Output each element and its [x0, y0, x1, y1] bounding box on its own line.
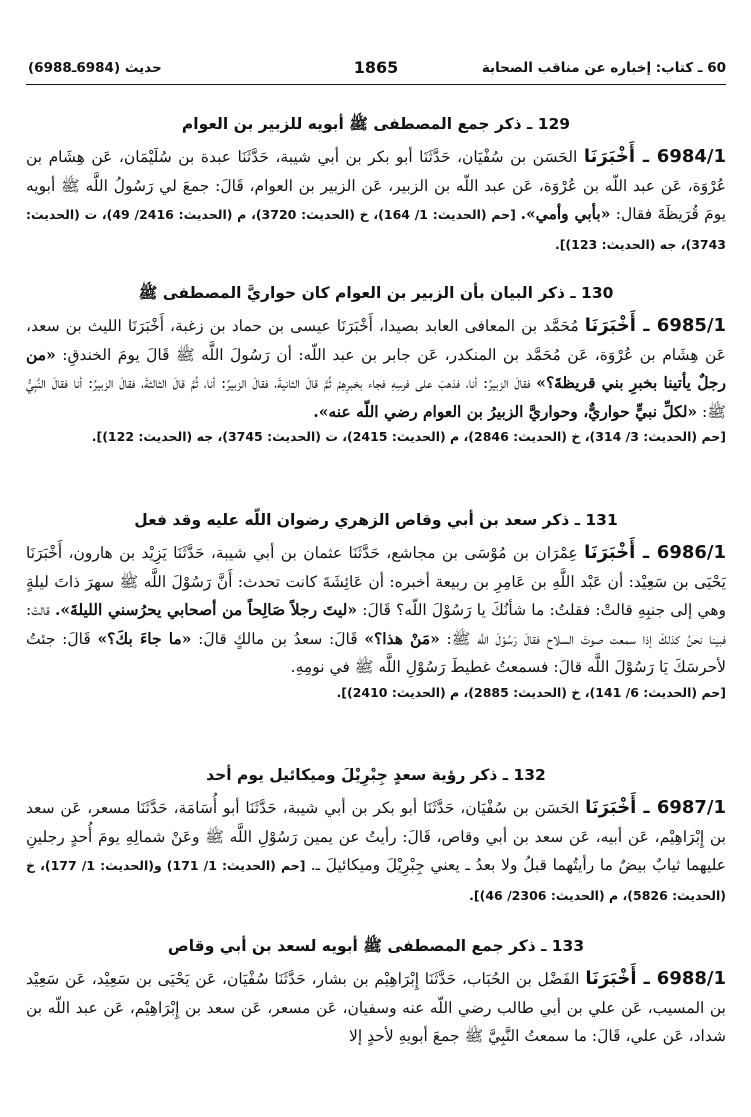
references: [حم (الحديث: 1/ 171) و(الحديث: 1/ 177)، خ (الحديث: 5826)، م (الحديث: 2306/ 46)]. [26, 858, 726, 903]
page [26, 0, 726, 1117]
hadith-6988 [26, 965, 726, 1051]
hadith-number: 6987/1 [656, 797, 727, 818]
hadith-lead: ـ أَخْبَرَنَا [584, 542, 657, 563]
hadith-lead: ـ أَخْبَرَنَا [583, 146, 657, 167]
hadith-number: 6984/1 [656, 146, 726, 167]
hadith-6987 [26, 794, 726, 910]
section-title: 131 ـ ذكر سعد بن أبي وقاص الزهري رضوان اللّه عليه وقد فعل [134, 511, 618, 529]
hadith-number: 6988/1 [656, 968, 726, 989]
chapter-title: 60 ـ كتاب: إخباره عن مناقب الصحابة [481, 60, 726, 76]
hadith-text: مُحَمَّد بن المعافى العابد بصيدا، أَخْبَرَنَا عيسى بن حماد بن زغبة، أَخْبَرَنَا الليث بن سعد، عَن هِشَام بن عُرْوَة، عَن مُحَمَّد بن المنكدر، عَن جابر بن عبد اللّه: أن رَسُولَ اللَّه ﷺ قَالَ يومَ الخندقِ: [26, 317, 726, 364]
running-header [26, 58, 726, 85]
section-133 [26, 935, 726, 1051]
section-title: 129 ـ ذكر جمع المصطفى ﷺ أبويه للزبير بن العوام [181, 115, 571, 133]
section-130 [26, 282, 726, 448]
references: [حم (الحديث: 1/ 164)، خ (الحديث: 3720)، م (الحديث: 2416/ 49)، ت (الحديث: 3743)، جه (الحديث: 123)]. [26, 207, 726, 252]
hadith-6986 [26, 539, 726, 682]
hadith-text-cont: فقالَ الزبيرُ: أنا، فذهبَ على فرسِهِ فجاء بخبرِهِمْ ثُمَّ قالَ الثانيةَ، فقالَ الزبيرُ: أنا، ثُمَّ قالَ الثالثةَ، فقالَ الزبيرُ: أنا فقالَ النَّبِيُّ ﷺ: [26, 374, 726, 421]
hadith-range: حديث (6984ـ6988) [28, 60, 162, 76]
prophet-quote: «بأبي وأمي». [520, 204, 611, 224]
page-number: 1865 [353, 58, 399, 77]
section-title: 132 ـ ذكر رؤية سعدٍ جِبْرِيْلَ وميكائيل يوم أحد [206, 766, 546, 784]
hadith-number: 6985/1 [656, 315, 726, 336]
prophet-quote: «مَنْ هذا؟» [364, 628, 440, 648]
hadith-lead: ـ أَخْبَرَنَا [585, 968, 657, 989]
hadith-lead: ـ أَخْبَرَنَا [585, 797, 657, 818]
prophet-quote: «لكلِّ نبيٍّ حواريٌّ، وحواريَّ الزبيرُ بن العوام رضي اللّه عنه». [313, 401, 698, 421]
hadith-number: 6986/1 [656, 542, 726, 563]
hadith-6985 [26, 312, 726, 426]
prophet-quote: «من رجلٌ يأتينا بخبرِ بني قريظةَ؟» [26, 344, 726, 393]
prophet-quote: «ليتَ رجلاً صَالِحاً من أصحابي يحرُسني الليلةَ». [54, 600, 358, 620]
hadith-text: الحَسَن بن سُفْيَان، حَدَّثَنَا أبو بكر بن أبي شيبة، حَدَّثَنَا عبدة بن سُلَيْمَان، عَن هِشَام بن عُرْوَة، عَن عبد اللّه بن عُرْوَة، عَن عبد اللّه بن الزبير، عَن الزبير بن العوام، قَالَ: جمعَ لي رَسُولُ اللَّه ﷺ أبويه يومَ قُرَيظَةَ فقال: [26, 148, 727, 224]
hadith-text-cont: قَالَ: جئتُ لأحرسَكَ يَا رَسُوْلَ اللَّه قالَ: فسمعتُ غطيطَ رَسُوْلِ اللَّه ﷺ في نومِهِ. [26, 629, 726, 677]
hadith-text: عِمْرَان بن مُوْسَى بن مجاشع، حَدَّثَنَا عثمان بن أبي شيبة، حَدَّثَنَا يَزِيْد بن هارون، أَخْبَرَنَا يَحْيَى بن سَعِيْد: أن عَبْد اللَّهِ بن عَامِرِ بن ربيعة أخبره: أن عَائِشَةَ كانت تحدث: أَنَّ رَسُوْلَ اللَّه ﷺ سهرَ ذاتَ ليلةٍ وهي إلى جنبِهِ قالتْ: فقلتُ: ما شأنُكَ يا رَسُوْلَ اللّه؟ قَالَ: [26, 544, 726, 620]
section-131 [26, 509, 726, 704]
section-title: 130 ـ ذكر البيان بأن الزبير بن العوام كان حواريَّ المصطفى ﷺ [138, 284, 614, 302]
section-132 [26, 764, 726, 910]
hadith-lead: ـ أَخْبَرَنَا [584, 315, 657, 336]
hadith-text: الحَسَن بن سُفْيَان، حَدَّثَنَا أبو بكر بن أبي شيبة، حَدَّثَنَا أبو أُسَامَة، حَدَّثَنَا مسعر، عَن سعد بن إِبْرَاهِيْم، عَن أبيه، عَن سعد بن أبي وقاص، قَالَ: رأيتُ عن يمين رَسُوْلِ اللَّه ﷺ وعَنْ شمالِهِ يومَ أُحدٍ رجلينِ عليهما ثيابٌ بيضٌ ما رأيتُهما قبلُ ولا بعدُ ـ يعني جِبْرِيْلَ وميكائيلَ ـ. [26, 799, 727, 875]
prophet-quote: «ما جاءَ بكَ؟» [97, 628, 192, 648]
references: [حم (الحديث: 3/ 314)، خ (الحديث: 2846)، م (الحديث: 2415)، ت (الحديث: 3745)، جه (الحديث: 122)]. [91, 429, 726, 445]
references: [حم (الحديث: 6/ 141)، خ (الحديث: 2885)، م (الحديث: 2410)]. [336, 684, 726, 700]
hadith-text: الفَضْل بن الحُبَاب، حَدَّثَنَا إِبْرَاهِيْم بن بشار، حَدَّثَنَا سُفْيَان، عَن يَحْيَى بن سَعِيْد، عَن سَعِيْد بن المسيب، عَن علي بن أبي طالب رضي اللّه عنه وسفيان، عَن مسعر، عَن سعد بن إِبْرَاهِيْم، عَن عبد اللّه بن شداد، عَن علي، قَالَ: ما سمعتُ النَّبِيَّ ﷺ جمعَ أبويهِ لأحدٍ إلا [26, 970, 726, 1046]
hadith-text-cont: قالتْ: فبينا نحنُ كذلكَ إذا سمعت صوتَ السلاح فقالَ رَسُوْلَ اللَّه ﷺ: [26, 601, 726, 648]
section-129 [26, 113, 726, 259]
hadith-text-cont: قَالَ: سعدُ بن مالكٍ قالَ: [191, 629, 365, 648]
section-title: 133 ـ ذكر جمع المصطفى ﷺ أبويه لسعد بن أبي وقاص [167, 937, 585, 955]
hadith-6984 [26, 143, 726, 259]
